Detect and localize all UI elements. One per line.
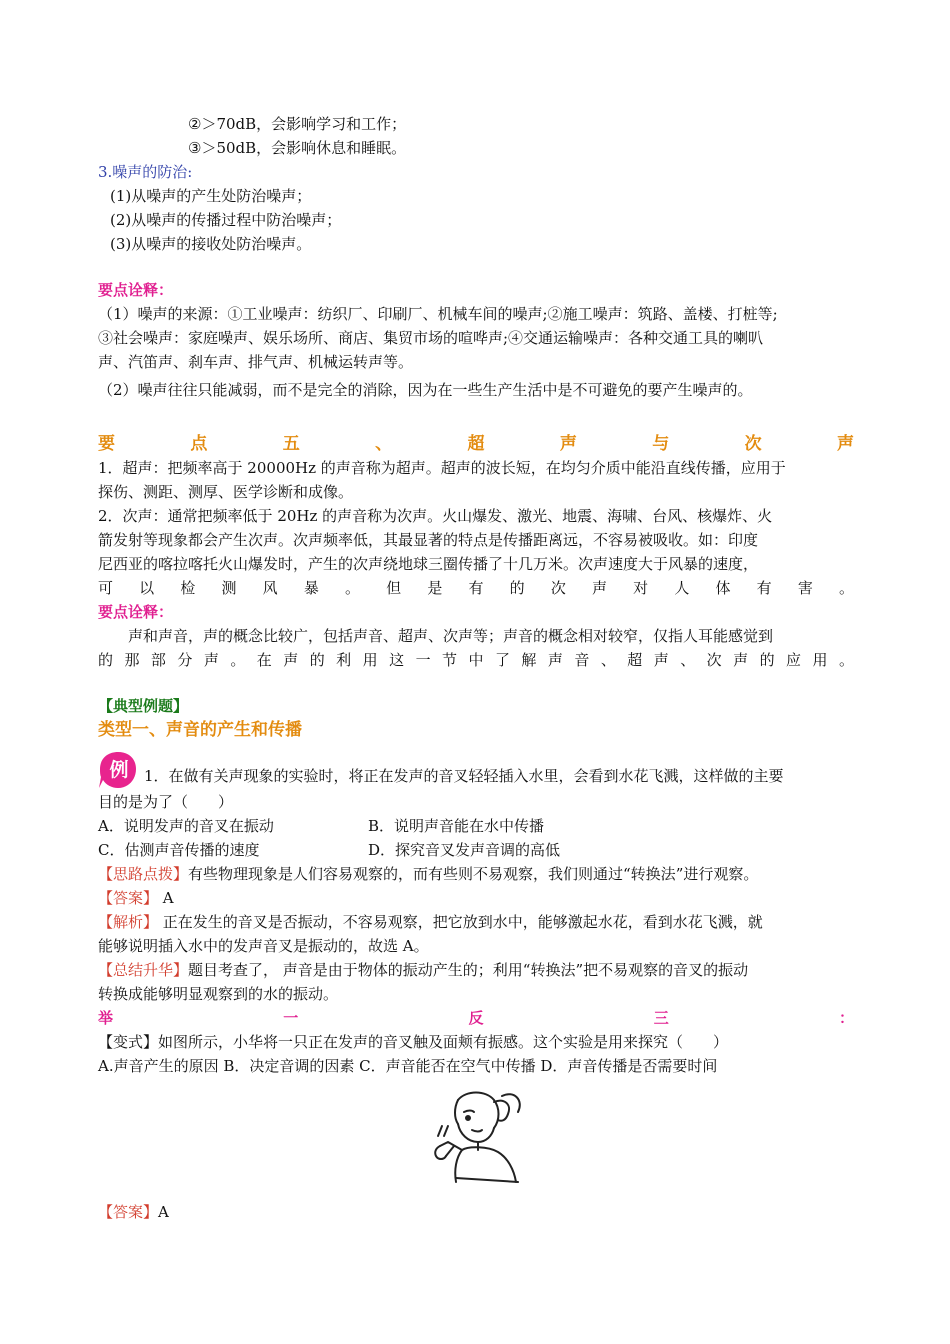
summary-text-a: 题目考查了， 声音是由于物体的振动产生的；利用“转换法”把不易观察的音叉的振动 [188,961,749,979]
noise-level-2: ②＞70dB，会影响学习和工作； [188,115,407,133]
noise-level-3: ③＞50dB，会影响休息和睡眠。 [188,139,407,157]
summary-label: 【总结升华】 [98,961,189,979]
keypoint1-p1-line-c: 声、汽笛声、刹车声、排气声、机械运转声等。 [98,353,414,371]
ultrasound-line-b: 探伤、测距、测厚、医学诊断和成像。 [98,483,354,501]
question1-line-a: 1．在做有关声现象的实验时，将正在发声的音叉轻轻插入水里，会看到水花飞溅，这样做的主要 [144,767,784,785]
summary-row [98,958,854,982]
options-row-2 [98,838,854,862]
infrasound-line-c: 尼西亚的喀拉喀托火山爆发时，产生的次声绕地球三圈传播了十几万米。次声速度大于风暴的速度， [98,555,759,573]
option-a: A．说明发声的音叉在振动 [98,817,274,835]
keypoint1-p2: （2）噪声往往只能减弱，而不是完全的消除，因为在一些生产生活中是不可避免的要产生噪声的。 [98,381,753,399]
example-1 [98,759,854,790]
answer-row [98,886,854,910]
example-badge-text: 例 [109,759,129,781]
document-page [98,112,854,1224]
variant-answer-label: 【答案】 [98,1203,159,1221]
keypoint-label-1: 要点诠释： [98,281,174,299]
jyfs-title: 举一反三： [98,1009,854,1027]
variant-answer-row [98,1200,854,1224]
ultrasound-line-a: 1．超声：把频率高于 20000Hz 的声音称为超声。超声的波长短，在均匀介质中能沿直线传播，应用于 [98,459,786,477]
analysis-text-a: 正在发生的音叉是否振动，不容易观察，把它放到水中，能够激起水花，看到水花飞溅，就 [158,913,763,931]
variant-question: 【变式】如图所示，小华将一只正在发声的音叉触及面颊有振感。这个实验是用来探究（ ） [98,1033,729,1051]
prevention-item-2: (2)从噪声的传播过程中防治噪声； [110,211,342,229]
variant-answer-text: A [158,1203,169,1221]
infrasound-line-b: 箭发射等现象都会产生次声。次声频率低，其最显著的特点是传播距离远，不容易被吸收。如：印度 [98,531,759,549]
summary-text-b: 转换成能够明显观察到的水的振动。 [98,985,339,1003]
hint-row [98,862,854,886]
keypoint1-p1-line-b: ③社会噪声：家庭噪声、娱乐场所、商店、集贸市场的喧哗声;④交通运输噪声：各种交通工具的喇叭 [98,329,764,347]
option-b: B．说明声音能在水中传播 [368,817,545,835]
keypoint1-p1-line-a: （1）噪声的来源：①工业噪声：纺织厂、印刷厂、机械车间的噪声;②施工噪声：筑路、盖楼、打桩等; [98,305,778,323]
prevention-item-1: (1)从噪声的产生处防治噪声； [110,187,312,205]
example-badge-icon [98,750,138,790]
hint-label: 【思路点拨】 [98,865,189,883]
section5-note-b: 的那部分声。在声的利用这一节中了解声音、超声、次声的应用。 [98,651,854,669]
type1-title: 类型一、声音的产生和传播 [98,720,302,740]
typical-examples-header: 【典型例题】 [98,697,189,715]
analysis-label: 【解析】 [98,913,159,931]
prevention-item-3: (3)从噪声的接收处防治噪声。 [110,235,312,253]
section5-title: 要点五、超声与次声 [98,434,854,454]
analysis-row [98,910,854,934]
variant-options: A.声音产生的原因 B．决定音调的因素 C．声音能否在空气中传播 D．声音传播是否需要时间 [98,1057,718,1075]
analysis-text-b: 能够说明插入水中的发声音叉是振动的，故选 A。 [98,937,429,955]
options-row-1 [98,814,854,838]
girl-tuning-fork-figure [428,1086,528,1186]
answer-text: A [158,889,174,907]
hint-text: 有些物理现象是人们容易观察的，而有些则不易观察，我们则通过“转换法”进行观察。 [188,865,759,883]
question1-line-b: 目的是为了（ ） [98,793,234,811]
option-d: D．探究音叉发声音调的高低 [368,841,561,859]
prevention-title: 3.噪声的防治: [98,163,193,181]
option-c: C．估测声音传播的速度 [98,841,260,859]
answer-label: 【答案】 [98,889,159,907]
section5-note-a: 声和声音，声的概念比较广，包括声音、超声、次声等；声音的概念相对较窄，仅指人耳能感觉到 [128,627,774,645]
infrasound-line-d: 可以检测风暴。但是有的次声对人体有害。 [98,579,854,597]
infrasound-line-a: 2．次声：通常把频率低于 20Hz 的声音称为次声。火山爆发、激光、地震、海啸、台风、核爆炸、火 [98,507,773,525]
keypoint-label-2: 要点诠释： [98,603,174,621]
